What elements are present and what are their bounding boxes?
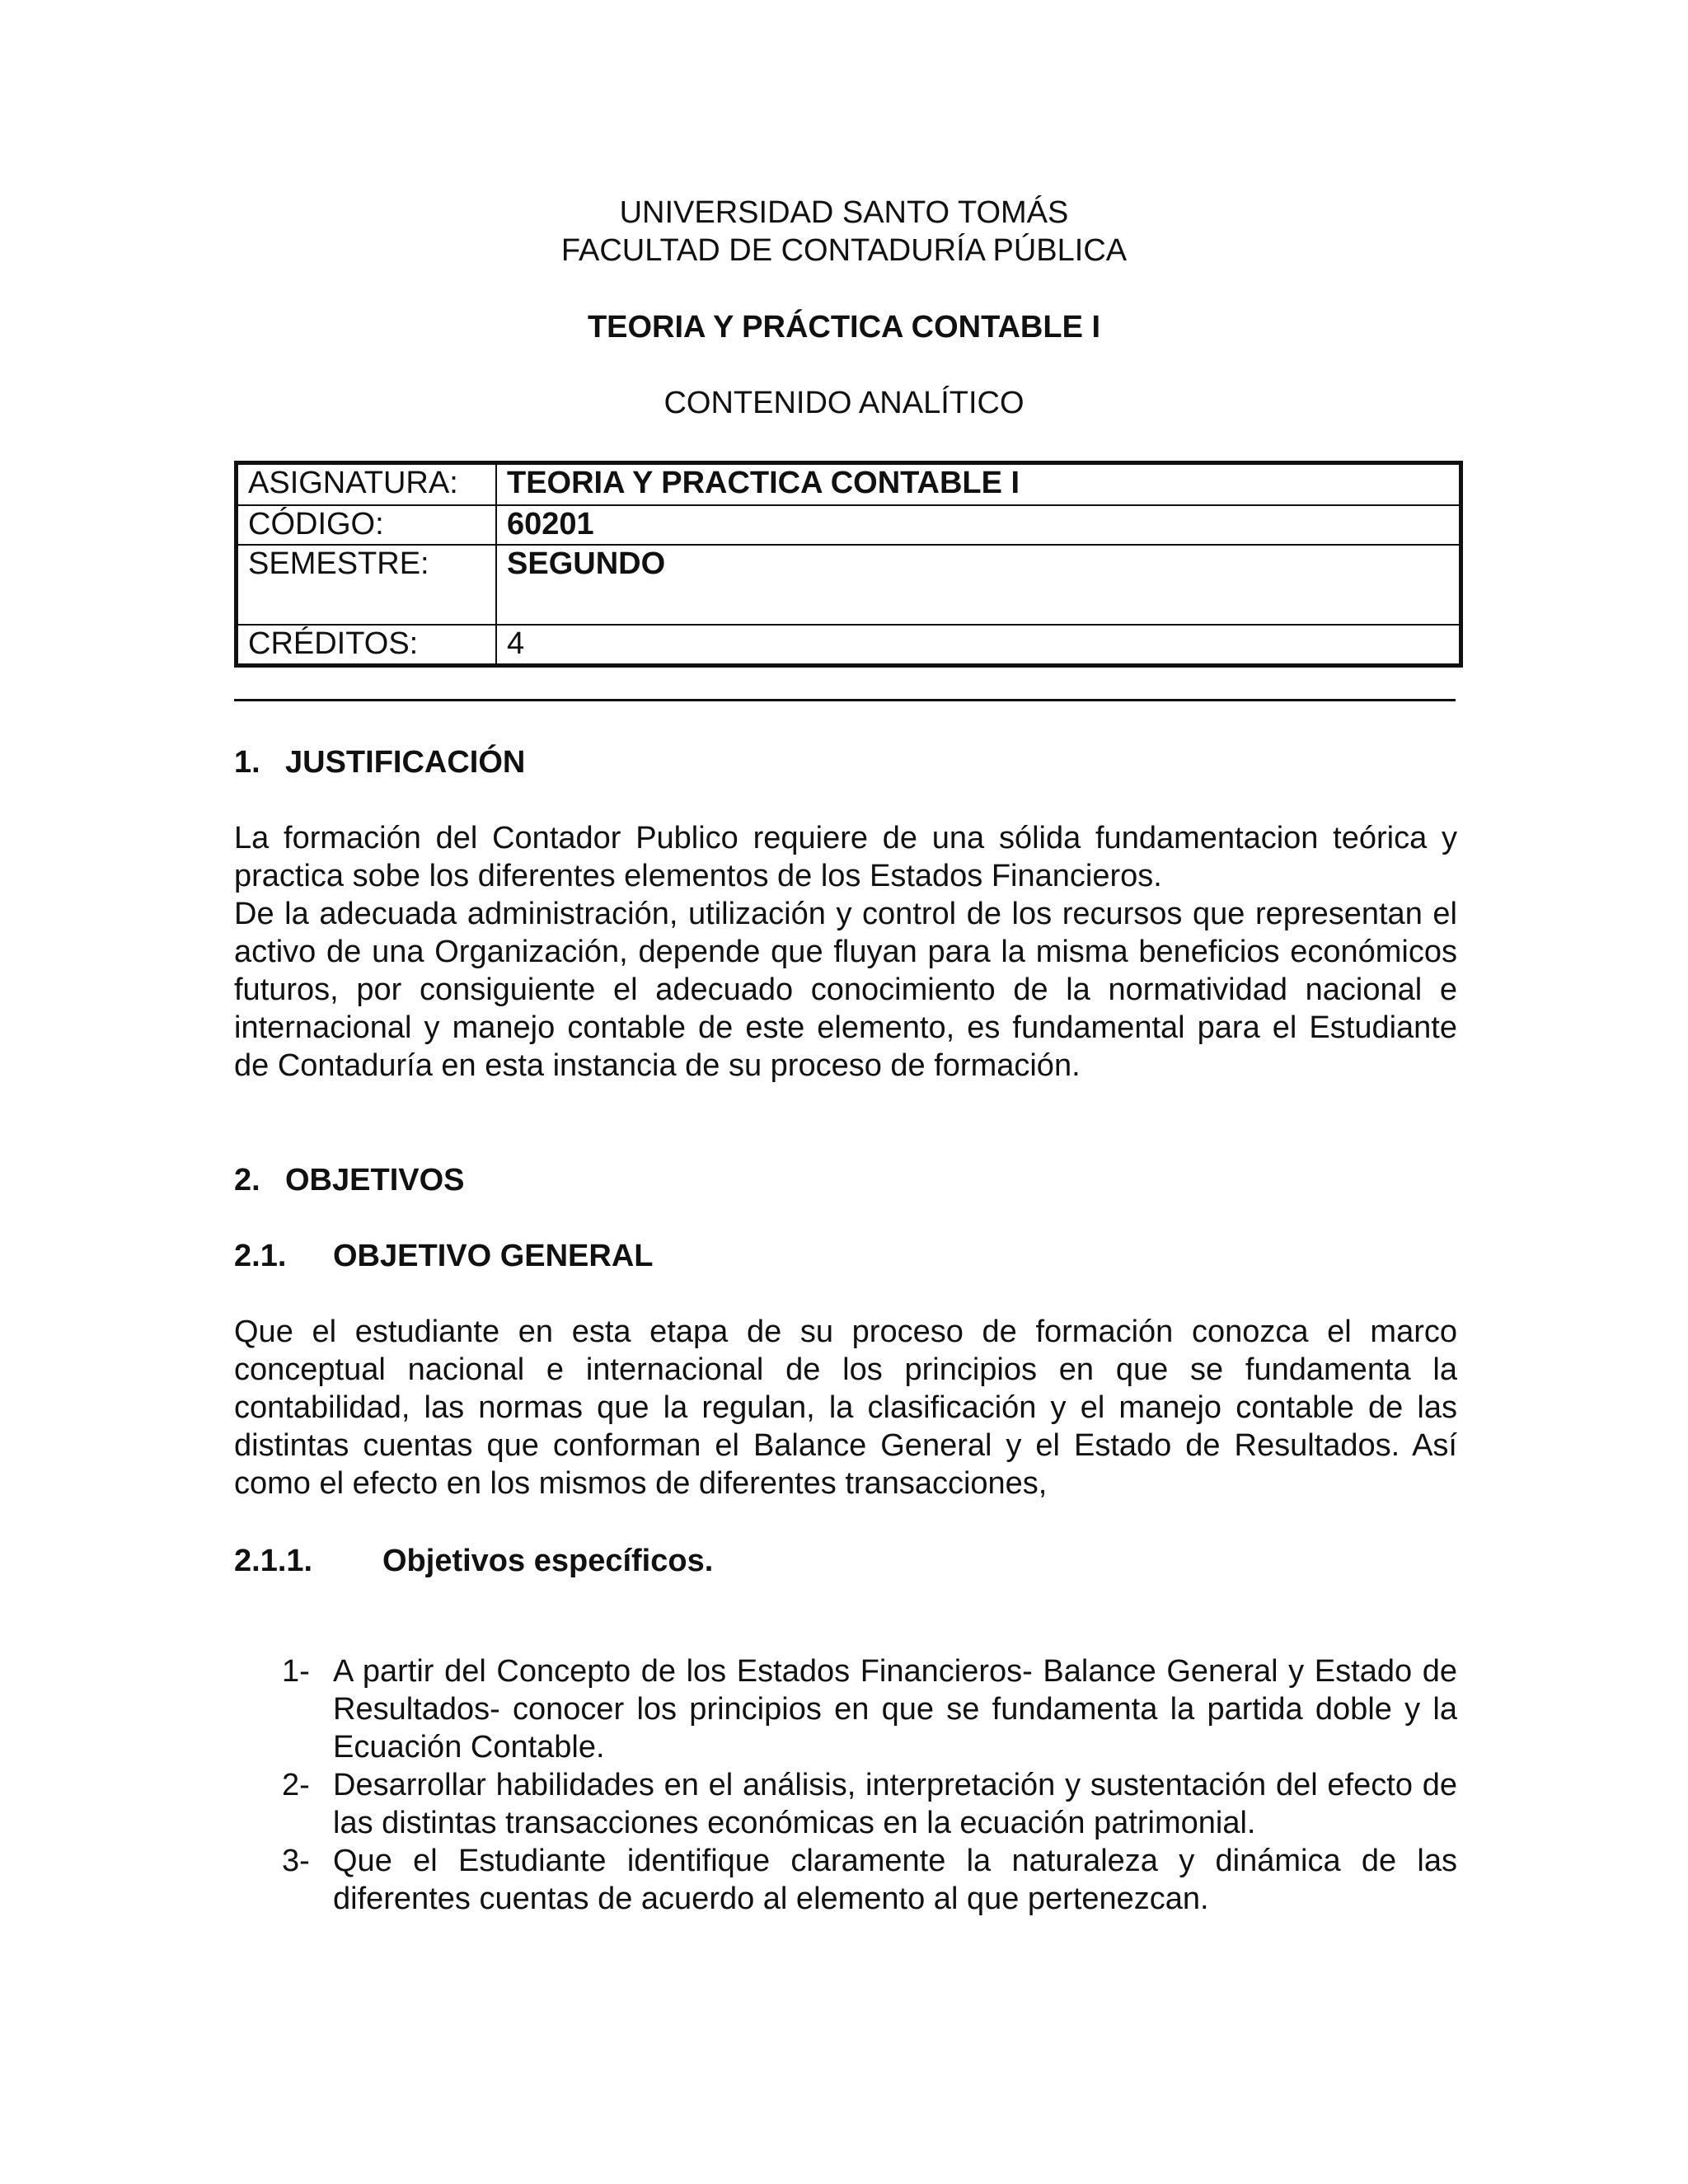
general-objective-paragraph: Que el estudiante en esta etapa de su proceso de formación conozca el marco conceptual nacional e internacional de los principios en que se fundamenta la contabilidad, las normas que la regulan, la clasificación y el manejo contable de las distintas cuentas que conforman el Balance General y el Estado de Resultados. Así como el efecto en los mismos de diferentes transacciones, [234, 1315, 1457, 1501]
section-2-1-1-heading [234, 1542, 713, 1580]
table-row [237, 463, 1461, 506]
code-label: CÓDIGO: [237, 505, 497, 545]
university-name: UNIVERSIDAD SANTO TOMÁS [619, 195, 1069, 230]
table-row [237, 545, 1461, 625]
horizontal-divider [234, 699, 1456, 701]
justification-text [234, 819, 1457, 1085]
list-item [282, 1766, 1457, 1842]
credits-label: CRÉDITOS: [237, 625, 497, 666]
list-item [282, 1842, 1457, 1918]
table-row [237, 625, 1461, 666]
justification-paragraph: De la adecuada administración, utilización y control de los recursos que representan el activo de una Organización, depende que fluyan para la misma beneficios económicos futuros, por consiguiente el adecuado conocimiento de la normatividad nacional e internacional y manejo contable de este elemento, es fundamental para el Estudiante de Contaduría en esta instancia de su proceso de formación. [234, 897, 1457, 1083]
section-2-title: OBJETIVOS [285, 1163, 465, 1197]
section-1-number: 1. [234, 745, 260, 780]
section-2-heading [234, 1161, 465, 1199]
table-row [237, 505, 1461, 545]
subject-value: TEORIA Y PRACTICA CONTABLE I [496, 463, 1461, 506]
course-title: TEORIA Y PRÁCTICA CONTABLE I [587, 310, 1101, 344]
section-2-1-number: 2.1. [234, 1239, 287, 1273]
section-2-1-heading [234, 1237, 654, 1275]
justification-paragraph: La formación del Contador Publico requiere de una sólida fundamentacion teórica y practica sobe los diferentes elementos de los Estados Financieros. [234, 821, 1457, 893]
list-item-marker: 2- [282, 1768, 310, 1802]
section-2-1-1-title: Objetivos específicos. [382, 1544, 714, 1578]
general-objective-text [234, 1313, 1457, 1502]
list-item-marker: 3- [282, 1844, 310, 1878]
section-2-1-1-number: 2.1.1. [234, 1544, 313, 1578]
faculty-name: FACULTAD DE CONTADURÍA PÚBLICA [560, 233, 1128, 268]
code-value: 60201 [496, 505, 1461, 545]
section-2-1-title: OBJETIVO GENERAL [333, 1239, 654, 1273]
list-item [282, 1652, 1457, 1766]
list-item-marker: 1- [282, 1654, 310, 1689]
credits-value: 4 [496, 625, 1461, 666]
course-info-table [234, 461, 1463, 668]
section-2-number: 2. [234, 1163, 260, 1197]
list-item-text: Que el Estudiante identifique claramente la naturaleza y dinámica de las diferentes cuentas de acuerdo al elemento al que pertenezcan. [333, 1844, 1457, 1916]
semester-label: SEMESTRE: [237, 545, 497, 625]
list-item-text: Desarrollar habilidades en el análisis, interpretación y sustentación del efecto de las distintas transacciones económicas en la ecuación patrimonial. [333, 1768, 1457, 1840]
subject-label: ASIGNATURA: [237, 463, 497, 506]
section-1-title: JUSTIFICACIÓN [285, 745, 526, 780]
semester-value: SEGUNDO [496, 545, 1461, 625]
section-1-heading [234, 743, 525, 781]
list-item-text: A partir del Concepto de los Estados Financieros- Balance General y Estado de Resultados- conocer los principios en que se fundamenta la partida doble y la Ecuación Contable. [333, 1654, 1457, 1765]
document-type: CONTENIDO ANALÍTICO [663, 386, 1025, 420]
specific-objectives-list [282, 1652, 1457, 1918]
